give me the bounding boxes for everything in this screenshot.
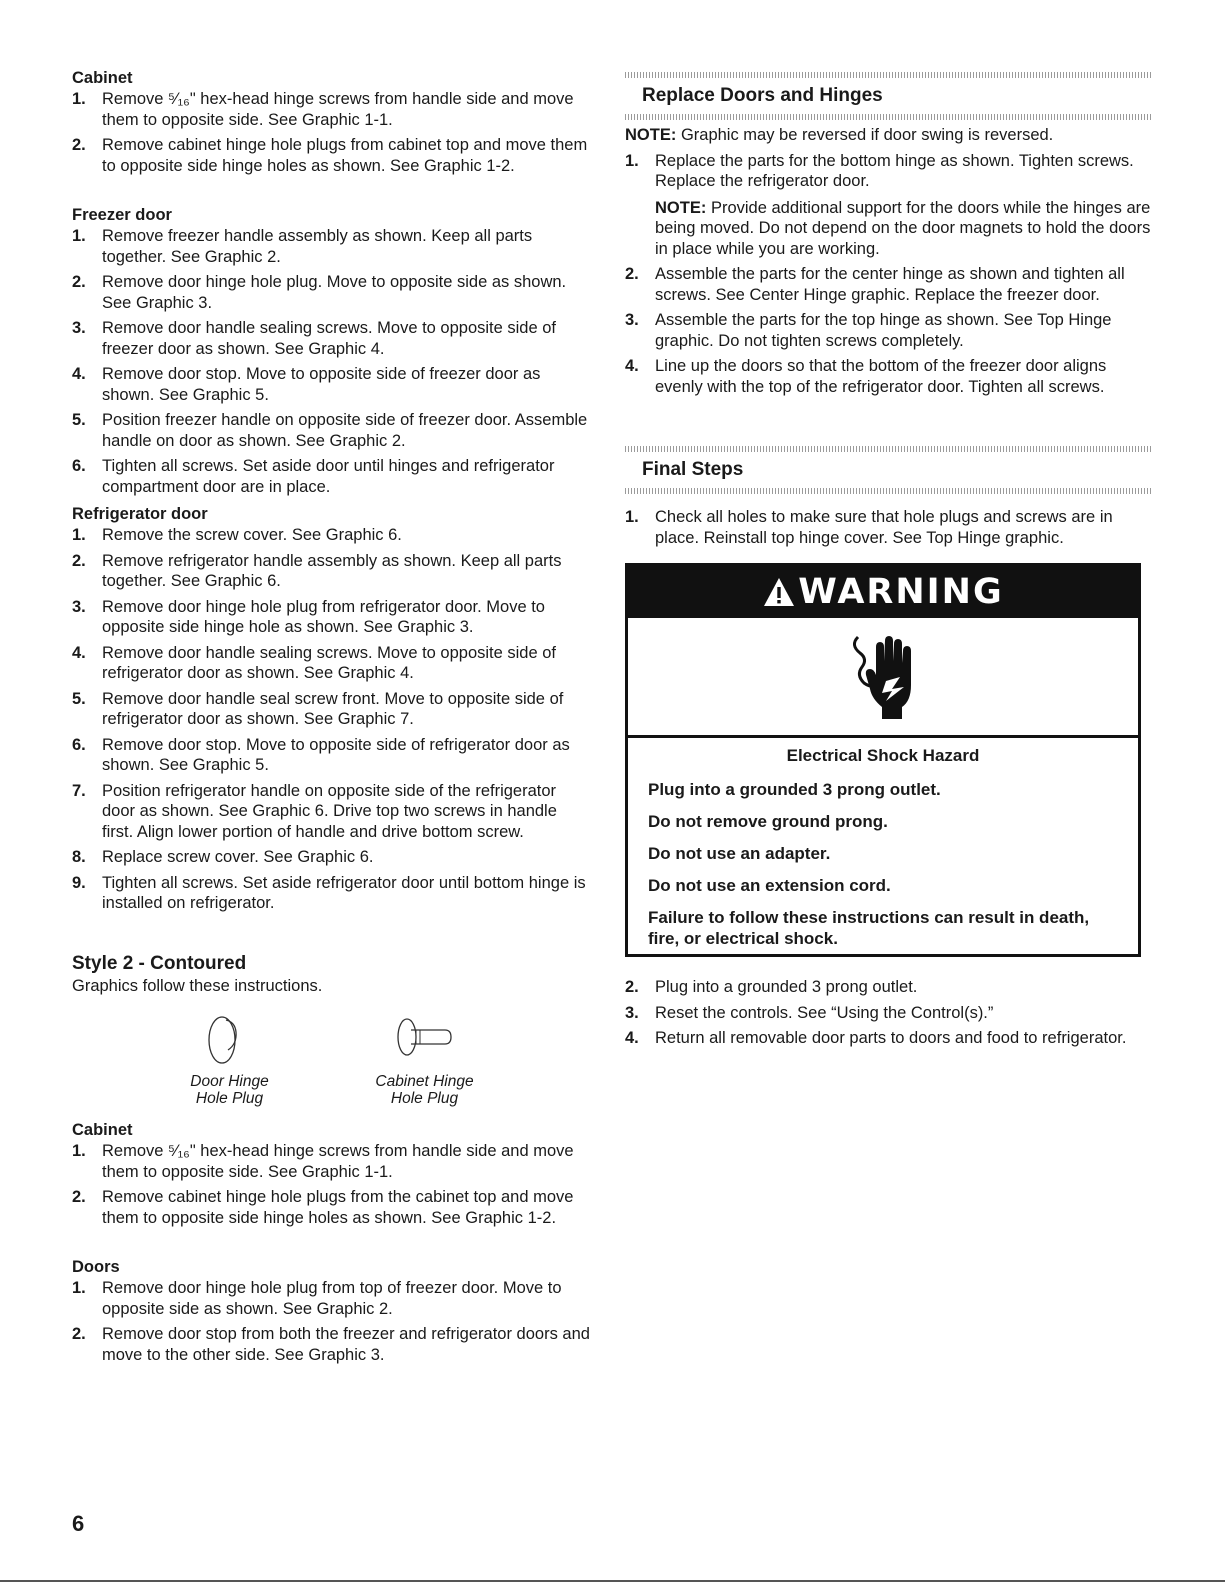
note-label: NOTE: — [625, 126, 677, 144]
step-text: Tighten all screws. Set aside door until hinges and refrigerator compartment door are in place. — [102, 457, 555, 496]
step-text: Remove door handle sealing screws. Move to opposite side of refrigerator door as shown. See Graphic 4. — [102, 643, 556, 682]
warning-lines — [648, 779, 1118, 949]
warning-box — [625, 563, 1141, 957]
step-number: 4. — [625, 1029, 639, 1047]
warning-title: WARNING — [798, 572, 1004, 612]
step-text: Remove door handle sealing screws. Move to opposite side of freezer door as shown. See Graphic 4. — [102, 319, 556, 358]
step-subnote — [655, 198, 1153, 260]
cabinet-hinge-hole-plug-icon — [367, 1010, 482, 1068]
step-number: 4. — [625, 357, 639, 375]
refrigerator-steps — [72, 525, 592, 914]
cabinet-steps-2 — [72, 1141, 592, 1228]
final-steps-title: Final Steps — [642, 459, 744, 480]
step-number: 2. — [72, 1325, 86, 1343]
step-number: 6. — [72, 735, 86, 754]
step-item — [72, 1278, 592, 1319]
step-number: 1. — [72, 227, 86, 245]
step-number: 5. — [72, 411, 86, 429]
warning-hazard: Electrical Shock Hazard — [786, 746, 980, 765]
step-number: 1. — [72, 1279, 86, 1297]
freezer-heading: Freezer door — [72, 206, 172, 224]
step-item — [72, 873, 592, 914]
warning-line: Do not remove ground prong. — [648, 812, 888, 831]
step-text: Remove door stop. Move to opposite side of freezer door as shown. See Graphic 5. — [102, 365, 541, 404]
step-item — [72, 643, 592, 684]
step-number: 2. — [72, 136, 86, 154]
step-text: Remove refrigerator handle assembly as shown. Keep all parts together. See Graphic 6. — [102, 551, 562, 590]
step-item — [72, 735, 592, 776]
warning-line: Failure to follow these instructions can result in death, fire, or electrical shock. — [648, 908, 1090, 948]
step-item — [72, 1324, 592, 1365]
step-number: 1. — [72, 526, 86, 544]
cabinet-section-1 — [72, 67, 592, 181]
step-item — [72, 847, 592, 868]
hatch-divider — [625, 488, 1153, 494]
final-steps-list — [625, 507, 1153, 548]
warning-triangle-icon — [762, 576, 796, 608]
doors-section — [72, 1256, 592, 1370]
cabinet-hinge-caption-1: Cabinet Hinge — [375, 1073, 474, 1090]
bottom-rule — [0, 1580, 1225, 1582]
step-text: Replace the parts for the bottom hinge as shown. Tighten screws. Replace the refrigerator door. — [655, 151, 1134, 190]
doors-steps — [72, 1278, 592, 1365]
step-item — [72, 1187, 592, 1228]
step-number: 3. — [625, 311, 639, 329]
step-item — [72, 1141, 592, 1182]
final-steps-heading-band — [625, 446, 1153, 494]
step-text: Assemble the parts for the center hinge as shown and tighten all screws. See Center Hinge graphic. Replace the freezer door. — [655, 265, 1125, 304]
warning-body — [628, 738, 1138, 949]
step-number: 7. — [72, 781, 86, 800]
step-text: Remove door handle seal screw front. Move to opposite side of refrigerator door as shown. See Graphic 7. — [102, 689, 564, 728]
step-item — [625, 1003, 1153, 1024]
subnote-label: NOTE: — [655, 198, 707, 217]
step-item — [625, 507, 1153, 548]
step-text: Remove freezer handle assembly as shown. Keep all parts together. See Graphic 2. — [102, 227, 533, 266]
step-number: 1. — [625, 151, 639, 170]
door-hinge-caption-2: Hole Plug — [195, 1090, 264, 1107]
step-number: 3. — [625, 1003, 639, 1022]
final-steps-section — [625, 446, 1153, 553]
step-text: Remove cabinet hinge hole plugs from cabinet top and move them to opposite side hinge holes as shown. See Graphic 1-2. — [102, 136, 588, 175]
step-item — [72, 410, 592, 451]
step-number: 6. — [72, 457, 86, 475]
step-item — [72, 226, 592, 267]
step-number: 3. — [72, 319, 86, 337]
final-steps-continued — [625, 977, 1153, 1054]
step-text: Return all removable door parts to doors and food to refrigerator. — [655, 1029, 1127, 1047]
cabinet-hinge-caption-2: Hole Plug — [390, 1090, 459, 1107]
step-number: 1. — [72, 90, 86, 108]
warning-icon-area — [628, 618, 1138, 738]
step-text: Line up the doors so that the bottom of the freezer door aligns evenly with the top of the refrigerator door. Tighten all screws. — [655, 357, 1107, 396]
page-number: 6 — [72, 1511, 85, 1536]
doors-heading: Doors — [72, 1258, 120, 1276]
step-item — [72, 689, 592, 730]
step-text: Remove door hinge hole plug from refrigerator door. Move to opposite side hinge hole as shown. See Graphic 3. — [102, 597, 545, 636]
style2-intro: Graphics follow these instructions. — [72, 977, 323, 995]
step-text: Reset the controls. See “Using the Control(s).” — [655, 1003, 994, 1022]
step-item — [72, 318, 592, 359]
step-number: 2. — [72, 551, 86, 570]
final-steps-list-2 — [625, 977, 1153, 1049]
step-text: Plug into a grounded 3 prong outlet. — [655, 978, 918, 996]
replace-steps — [625, 151, 1153, 398]
replace-doors-heading-band — [625, 72, 1153, 120]
step-number: 2. — [625, 265, 639, 283]
step-number: 5. — [72, 689, 86, 708]
refrigerator-heading: Refrigerator door — [72, 505, 208, 523]
step-item — [625, 151, 1153, 260]
step-text: Remove cabinet hinge hole plugs from the cabinet top and move them to opposite side hinge holes as shown. See Graphic 1-2. — [102, 1188, 574, 1227]
step-item — [72, 272, 592, 313]
step-number: 4. — [72, 365, 86, 383]
step-text: Position refrigerator handle on opposite side of the refrigerator door as shown. See Graphic 6. Drive top two screws in handle first. Align lower portion of handle and drive bottom screw. — [102, 781, 557, 841]
step-item — [72, 89, 592, 130]
cabinet-hinge-hole-plug-figure — [367, 1010, 482, 1107]
replace-doors-section — [625, 72, 1153, 402]
replace-note — [625, 125, 1153, 146]
cabinet-steps — [72, 89, 592, 176]
step-item — [72, 551, 592, 592]
warning-line: Plug into a grounded 3 prong outlet. — [648, 780, 941, 799]
step-number: 4. — [72, 643, 86, 662]
step-text: Remove the screw cover. See Graphic 6. — [102, 526, 402, 544]
step-text: Tighten all screws. Set aside refrigerator door until bottom hinge is installed on refrigerator. — [102, 873, 586, 912]
step-number: 8. — [72, 848, 86, 866]
step-text: Remove ⁵⁄₁₆" hex-head hinge screws from handle side and move them to opposite side. See Graphic 1-1. — [102, 90, 574, 129]
step-text: Remove door stop. Move to opposite side of refrigerator door as shown. See Graphic 5. — [102, 735, 570, 774]
step-item — [625, 1028, 1153, 1049]
step-text: Remove door stop from both the freezer and refrigerator doors and move to the other side. See Graphic 3. — [102, 1325, 590, 1364]
cabinet-heading-2: Cabinet — [72, 1121, 133, 1139]
warning-line: Do not use an adapter. — [648, 844, 831, 863]
step-item — [72, 456, 592, 497]
step-text: Replace screw cover. See Graphic 6. — [102, 848, 374, 866]
step-text: Check all holes to make sure that hole plugs and screws are in place. Reinstall top hinge cover. See Top Hinge graphic. — [655, 508, 1113, 547]
step-text: Assemble the parts for the top hinge as shown. See Top Hinge graphic. Do not tighten screws completely. — [655, 311, 1112, 350]
step-number: 2. — [72, 273, 86, 291]
step-item — [625, 356, 1153, 397]
door-hinge-hole-plug-icon — [172, 1010, 287, 1068]
step-text: Remove ⁵⁄₁₆" hex-head hinge screws from handle side and move them to opposite side. See Graphic 1-1. — [102, 1142, 574, 1181]
door-hinge-caption-1: Door Hinge — [190, 1073, 269, 1090]
step-number: 9. — [72, 873, 86, 892]
electrical-shock-hand-icon — [828, 627, 938, 727]
step-item — [625, 310, 1153, 351]
style2-section — [72, 952, 592, 997]
step-item — [625, 977, 1153, 998]
warning-line: Do not use an extension cord. — [648, 876, 891, 895]
step-number: 2. — [625, 978, 639, 996]
step-text: Remove door hinge hole plug. Move to opposite side as shown. See Graphic 3. — [102, 273, 567, 312]
step-number: 3. — [72, 597, 86, 616]
step-number: 2. — [72, 1188, 86, 1206]
step-item — [72, 781, 592, 843]
warning-header — [628, 566, 1138, 618]
freezer-section — [72, 204, 592, 502]
cabinet-section-2 — [72, 1119, 592, 1233]
replace-doors-title: Replace Doors and Hinges — [642, 85, 883, 106]
step-number: 1. — [625, 508, 639, 526]
step-item — [72, 135, 592, 176]
refrigerator-section — [72, 503, 592, 919]
step-number: 1. — [72, 1142, 86, 1160]
step-item — [72, 364, 592, 405]
note-text: Graphic may be reversed if door swing is reversed. — [680, 126, 1054, 144]
freezer-steps — [72, 226, 592, 497]
step-item — [72, 597, 592, 638]
style2-title: Style 2 - Contoured — [72, 953, 247, 974]
hatch-divider — [625, 114, 1153, 120]
subnote-text: Provide additional support for the doors while the hinges are being moved. Do not depend on the door magnets to hold the doors in place while you are working. — [655, 198, 1151, 258]
step-item — [625, 264, 1153, 305]
step-item — [72, 525, 592, 546]
step-text: Position freezer handle on opposite side of freezer door. Assemble handle on door as shown. See Graphic 2. — [102, 411, 588, 450]
door-hinge-hole-plug-figure — [172, 1010, 287, 1107]
step-text: Remove door hinge hole plug from top of freezer door. Move to opposite side as shown. See Graphic 2. — [102, 1279, 562, 1318]
cabinet-heading: Cabinet — [72, 69, 133, 87]
